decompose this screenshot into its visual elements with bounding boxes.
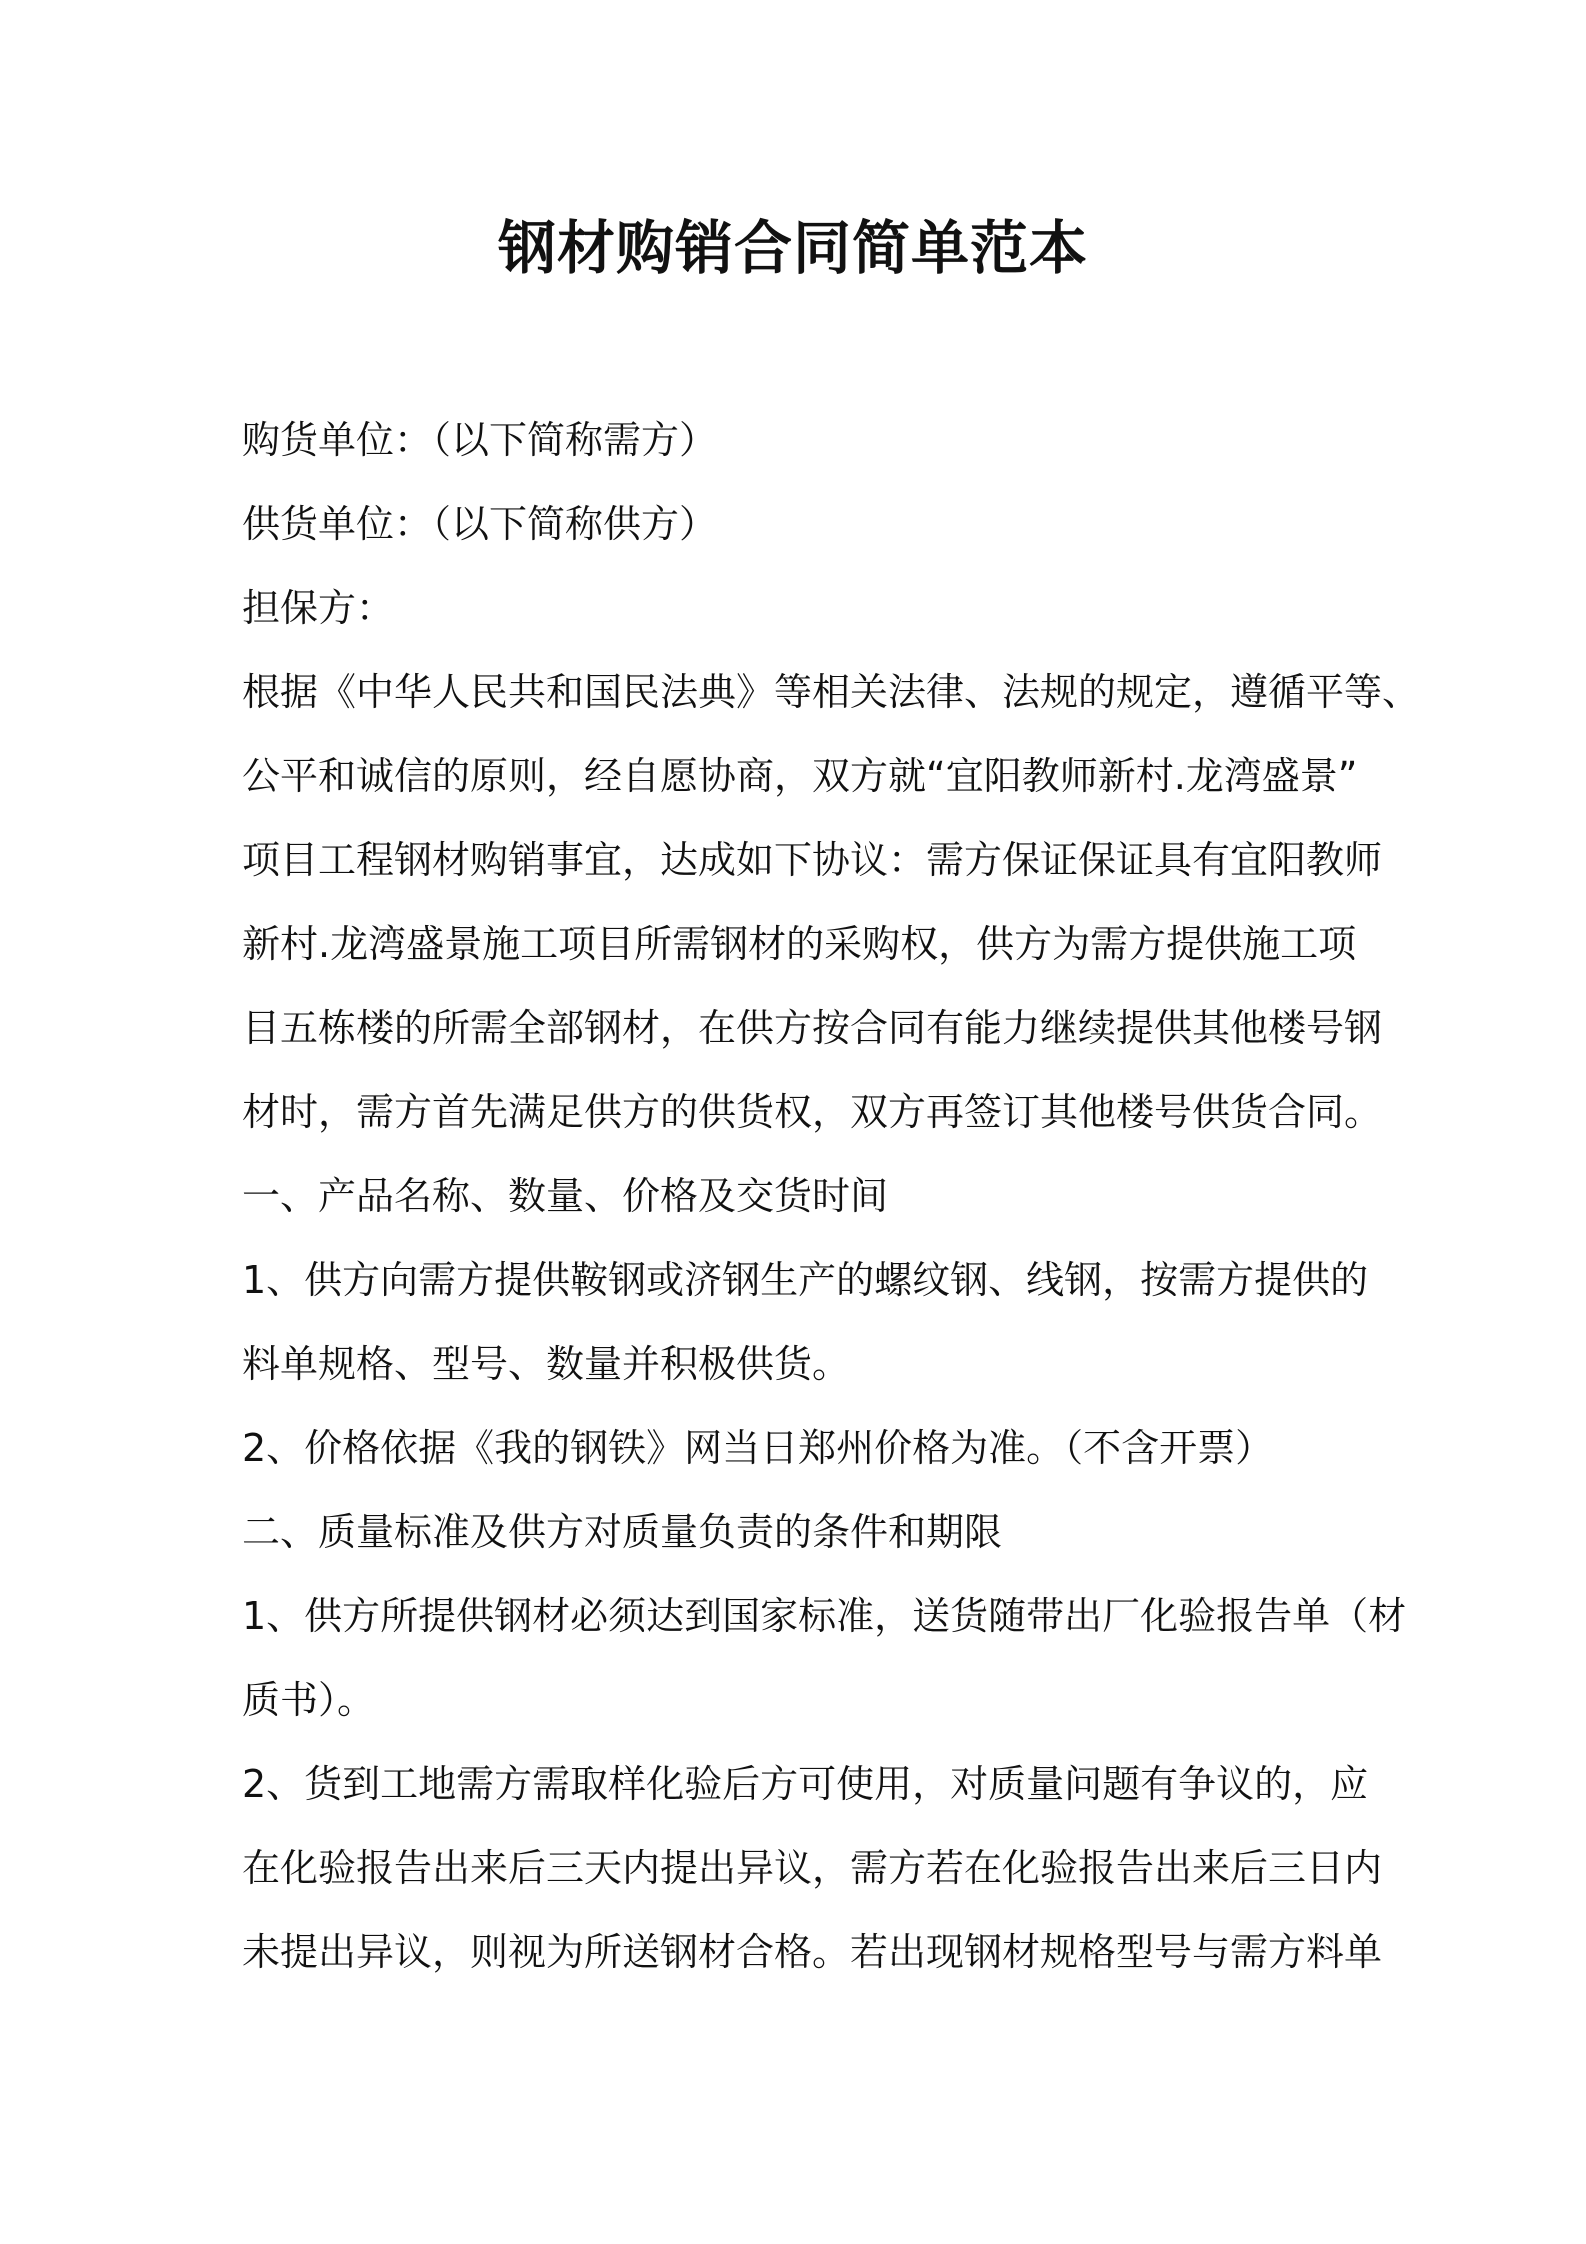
paragraph-line: 新村.龙湾盛景施工项目所需钢材的采购权，供方为需方提供施工项: [242, 922, 1357, 966]
paragraph-line: 材时，需方首先满足供方的供货权，双方再签订其他楼号供货合同。: [242, 1090, 1383, 1134]
document-title: 钢材购销合同简单范本: [497, 214, 1088, 282]
section-heading: 一、产品名称、数量、价格及交货时间: [242, 1174, 889, 1218]
buyer-line: 购货单位：（以下简称需方）: [242, 418, 718, 462]
clause-line: 2、货到工地需方需取样化验后方可使用，对质量问题有争议的，应: [242, 1762, 1369, 1806]
clause-line: 在化验报告出来后三天内提出异议，需方若在化验报告出来后三日内: [242, 1846, 1383, 1890]
clause-line: 料单规格、型号、数量并积极供货。: [242, 1342, 851, 1386]
clause-line: 质书）。: [242, 1678, 376, 1722]
clause-line: 1、供方向需方提供鞍钢或济钢生产的螺纹钢、线钢，按需方提供的: [242, 1258, 1369, 1302]
clause-line: 2、价格依据《我的钢铁》网当日郑州价格为准。（不含开票）: [242, 1426, 1274, 1470]
paragraph-line: 公平和诚信的原则，经自愿协商，双方就“宜阳教师新村.龙湾盛景”: [242, 754, 1358, 798]
paragraph-line: 根据《中华人民共和国民法典》等相关法律、法规的规定，遵循平等、: [242, 670, 1421, 714]
guarantor-line: 担保方：: [242, 586, 395, 630]
clause-line: 未提出异议，则视为所送钢材合格。若出现钢材规格型号与需方料单: [242, 1930, 1383, 1974]
paragraph-line: 目五栋楼的所需全部钢材，在供方按合同有能力继续提供其他楼号钢: [242, 1006, 1383, 1050]
supplier-line: 供货单位：（以下简称供方）: [242, 502, 718, 546]
section-heading: 二、质量标准及供方对质量负责的条件和期限: [242, 1510, 1003, 1554]
paragraph-line: 项目工程钢材购销事宜，达成如下协议：需方保证保证具有宜阳教师: [242, 838, 1383, 882]
clause-line: 1、供方所提供钢材必须达到国家标准，送货随带出厂化验报告单（材: [242, 1594, 1407, 1638]
document-body: [242, 398, 1421, 1994]
